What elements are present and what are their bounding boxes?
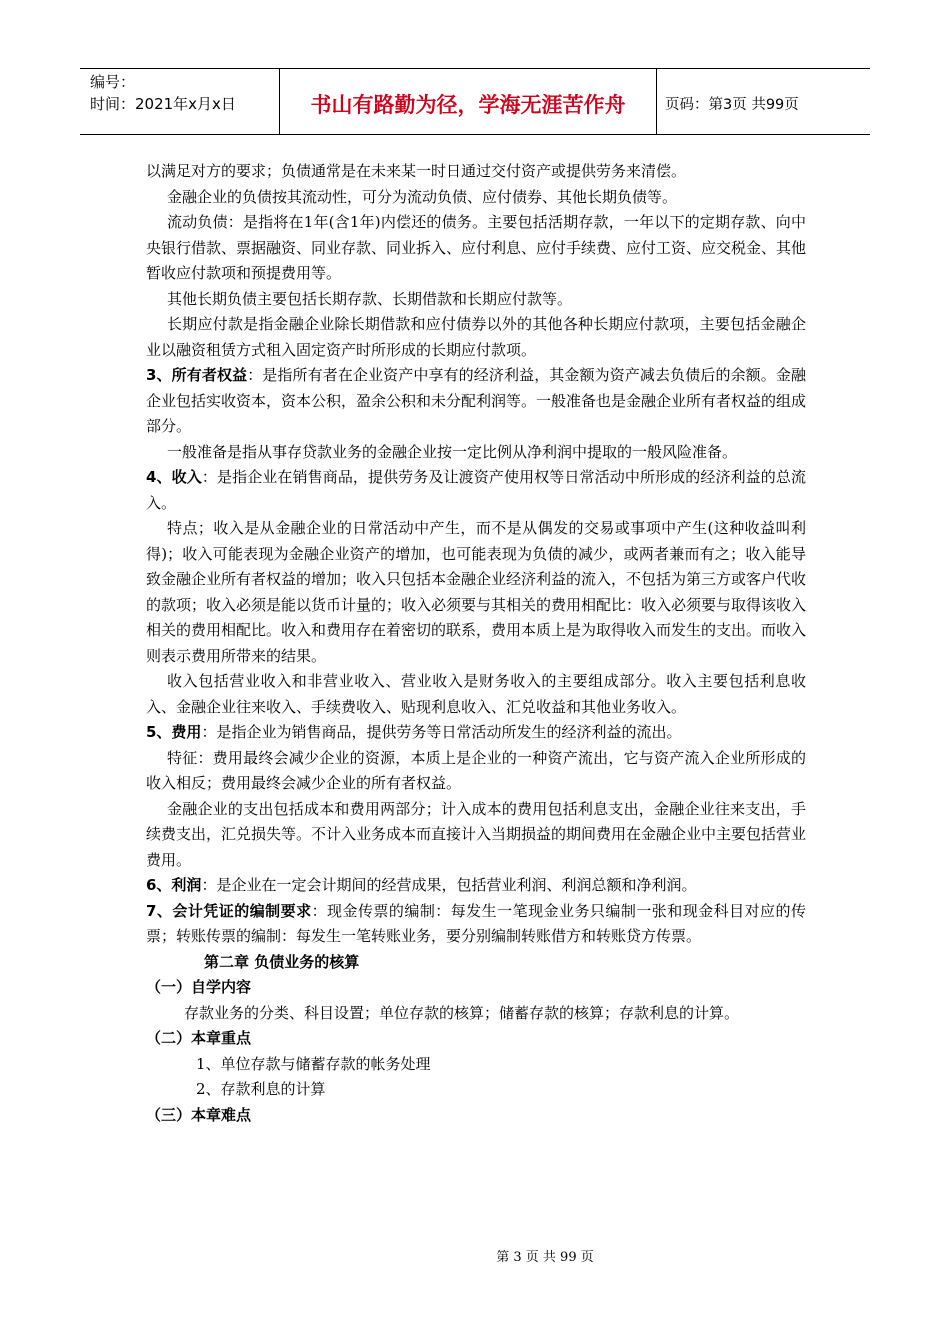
heading-revenue: 4、收入 (146, 468, 202, 486)
paragraph: 特征：费用最终会减少企业的资源，本质上是企业的一种资产流出，它与资产流入企业所形成的收入相反；费用最终会减少企业的所有者权益。 (146, 748, 806, 792)
paragraph-owner-equity: 3、所有者权益：是指所有者在企业资产中享有的经济利益，其金额为资产减去负债后的余额。金融企业包括实收资本，资本公积，盈余公积和未分配利润等。一般准备也是金融企业所有者权益的组成部分。 (146, 366, 807, 435)
page-footer: 第 3 页 共 99 页 (496, 1250, 594, 1265)
chapter-title: 第二章 负债业务的核算 (204, 952, 360, 971)
paragraph: 其他长期负债主要包括长期存款、长期借款和长期应付款等。 (167, 289, 573, 308)
paragraph-voucher: 7、会计凭证的编制要求：现金传票的编制：每发生一笔现金业务只编制一张和现金科目对应的传票；转账传票的编制：每发生一笔转账业务，要分别编制转账借方和转账贷方传票。 (146, 901, 806, 945)
paragraph: 长期应付款是指金融企业除长期借款和应付债券以外的其他各种长期应付款项，主要包括金融企业以融资租赁方式租入固定资产时所形成的长期应付款项。 (146, 315, 806, 359)
document-body (146, 159, 806, 1128)
header-motto: 书山有路勤为径，学海无涯苦作舟 (280, 69, 657, 134)
list-item: 1、单位存款与储蓄存款的帐务处理 (196, 1054, 431, 1073)
paragraph: 流动负债：是指将在1年(含1年)内偿还的债务。主要包括活期存款，一年以下的定期存款、向中央银行借款、票据融资、同业存款、同业拆入、应付利息、应付手续费、应付工资、应交税金、其他暂收应付款项和预提费用等。 (146, 213, 807, 282)
paragraph-profit: 6、利润：是企业在一定会计期间的经营成果，包括营业利润、利润总额和净利润。 (146, 876, 697, 894)
paragraph: 金融企业的负债按其流动性，可分为流动负债、应付债券、其他长期负债等。 (167, 187, 678, 206)
paragraph: 存款业务的分类、科目设置；单位存款的核算；储蓄存款的核算；存款利息的计算。 (184, 1003, 740, 1022)
paragraph: 金融企业的支出包括成本和费用两部分；计入成本的费用包括利息支出，金融企业往来支出，手续费支出，汇兑损失等。不计入业务成本而直接计入当期损益的期间费用在金融企业中主要包括营业费用。 (146, 799, 807, 869)
heading-voucher: 7、会计凭证的编制要求 (146, 901, 312, 920)
header-meta (80, 69, 280, 134)
header-page-info: 页码：第3页 共99页 (665, 97, 799, 113)
list-item: 2、存款利息的计算 (196, 1080, 326, 1098)
section-heading: （一）自学内容 (146, 978, 252, 996)
page-header (80, 68, 870, 135)
heading-expense: 5、费用 (146, 723, 202, 741)
section-heading: （三）本章难点 (146, 1105, 252, 1124)
paragraph: 以满足对方的要求；负债通常是在未来某一时日通过交付资产或提供劳务来清偿。 (146, 162, 687, 180)
number-label: 编号： (90, 73, 136, 91)
paragraph: 收入包括营业收入和非营业收入、营业收入是财务收入的主要组成部分。收入主要包括利息收入、金融企业往来收入、手续费收入、贴现利息收入、汇兑收益和其他业务收入。 (146, 672, 806, 716)
paragraph-expense: 5、费用：是指企业为销售商品，提供劳务等日常活动所发生的经济利益的流出。 (146, 723, 682, 741)
section-heading: （二）本章重点 (146, 1029, 252, 1047)
paragraph-revenue: 4、收入：是指企业在销售商品，提供劳务及让渡资产使用权等日常活动中所形成的经济利益的总流入。 (146, 468, 807, 512)
paragraph: 一般准备是指从事存贷款业务的金融企业按一定比例从净利润中提取的一般风险准备。 (167, 442, 738, 461)
paragraph: 特点；收入是从金融企业的日常活动中产生，而不是从偶发的交易或事项中产生(这种收益叫利得)；收入可能表现为金融企业资产的增加，也可能表现为负债的减少，或两者兼而有之；收入能导致金融企业所有者权益的增加；收入只包括本金融企业经济利益的流入，不包括为第三方或客户代收的款项；收入必须是能以货币计量的；收入必须要与其相关的费用相配比：收入必须要与取得该收入相关的费用相配比。收入和费用存在着密切的联系，费用本质上是为取得收入而发生的支出。而收入则表示费用所带来的结果。 (146, 519, 807, 665)
heading-profit: 6、利润 (146, 876, 202, 894)
date-label: 时间：2021年x月x日 (90, 95, 236, 113)
heading-owner-equity: 3、所有者权益 (146, 366, 248, 384)
